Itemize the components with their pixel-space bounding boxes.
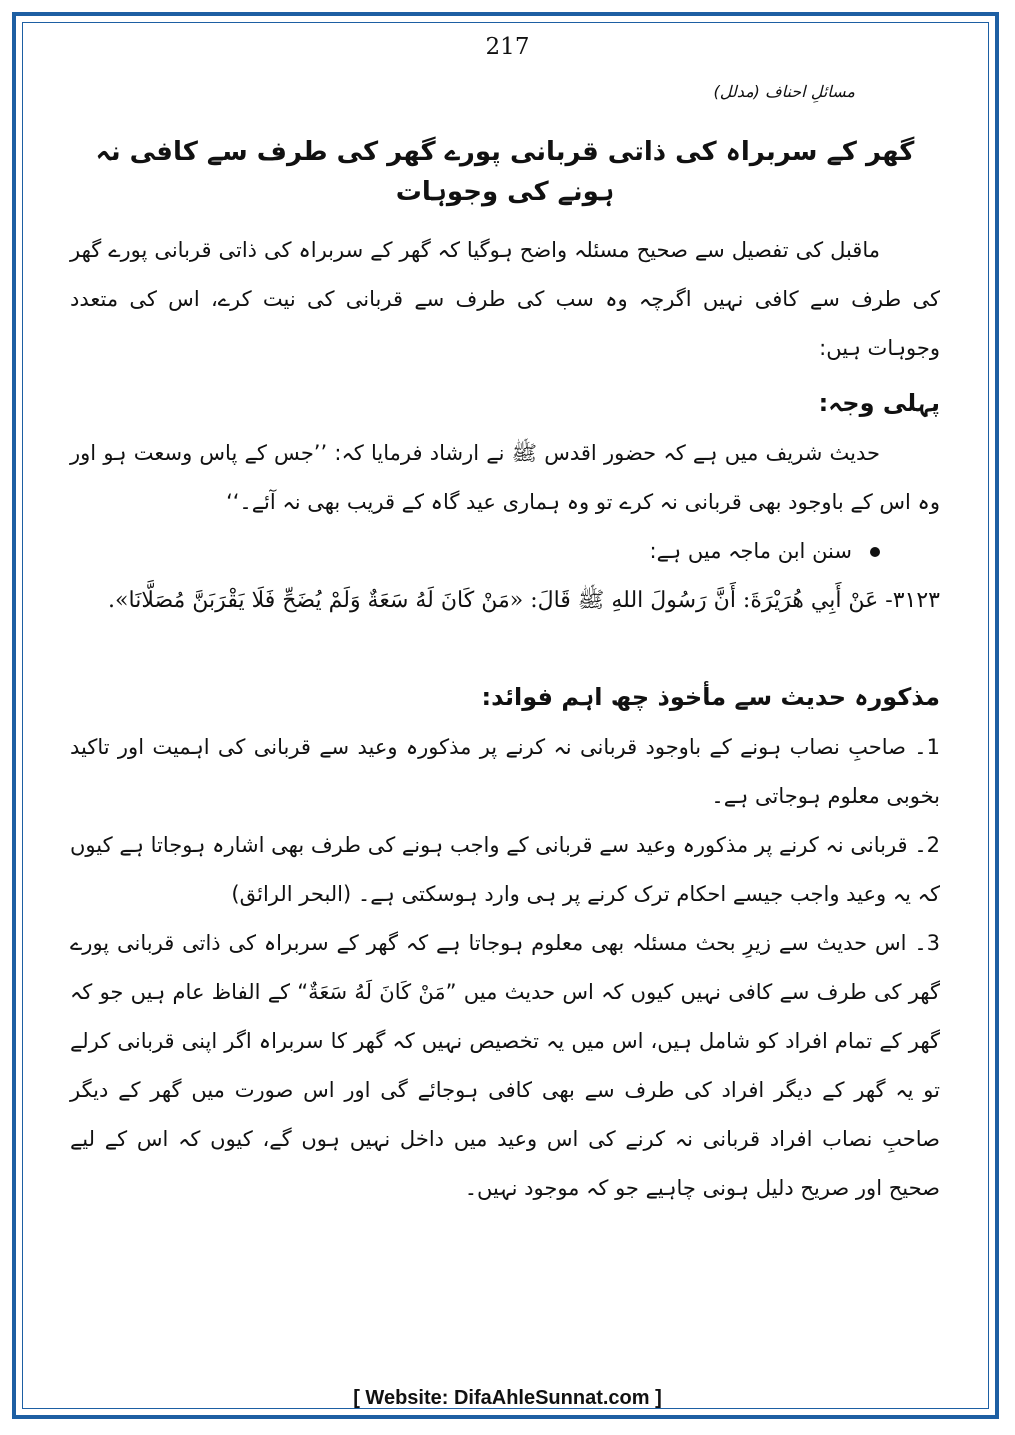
page-number: 217: [485, 34, 530, 60]
arabic-hadith: ٣١٢٣- عَنْ أَبِي هُرَيْرَةَ: أَنَّ رَسُولَ اللهِ ﷺ قَالَ: «مَنْ كَانَ لَهُ سَعَةٌ وَلَمْ يُضَحِّ فَلَا يَقْرَبَنَّ مُصَلَّانَا».: [108, 588, 940, 613]
bullet-icon: [870, 547, 880, 557]
page-content: [70, 118, 940, 1213]
bullet-label: سنن ابن ماجہ میں ہے:: [649, 539, 852, 563]
point-2: 2۔ قربانی نہ کرنے پر مذکورہ وعید سے قربانی کے واجب ہونے کی طرف بھی اشارہ ہوجاتا ہے کیوں کہ یہ وعید واجب جیسے احکام ترک کرنے پر ہی وارد ہوسکتی ہے۔ (البحر الرائق): [70, 833, 940, 906]
section-title: گھر کے سربراہ کی ذاتی قربانی پورے گھر کی طرف سے کافی نہ ہونے کی وجوہات: [95, 137, 915, 207]
hadith-urdu-paragraph: حدیث شریف میں ہے کہ حضور اقدس ﷺ نے ارشاد فرمایا کہ: ’’جس کے پاس وسعت ہو اور وہ اس کے باوجود بھی قربانی نہ کرے تو وہ ہماری عید گاہ کے قریب بھی نہ آئے۔‘‘: [70, 441, 940, 514]
intro-paragraph: ماقبل کی تفصیل سے صحیح مسئلہ واضح ہوگیا کہ گھر کے سربراہ کی ذاتی قربانی پورے گھر کی طرف سے کافی نہیں اگرچہ وہ سب کی طرف سے قربانی کی نیت کرے، اس کی متعدد وجوہات ہیں:: [70, 238, 940, 360]
website-footer: [ Website: DifaAhleSunnat.com ]: [353, 1387, 662, 1409]
point-3: 3۔ اس حدیث سے زیرِ بحث مسئلہ بھی معلوم ہوجاتا ہے کہ گھر کے سربراہ کی ذاتی قربانی پورے گھر کی طرف سے کافی نہیں کیوں کہ اس حدیث میں ”مَنْ كَانَ لَهُ سَعَةٌ“ کے الفاظ عام ہیں جو کہ گھر کے تمام افراد کو شامل ہیں، اس میں یہ تخصیص نہیں کہ گھر کا سربراہ اگر اپنی قربانی کرلے تو یہ گھر کے دیگر افراد کی طرف سے بھی کافی ہوجائے گی اور اس صورت میں گھر کے دیگر صاحبِ نصاب افراد قربانی نہ کرنے کی اس وعید میں داخل نہیں ہوں گے، کیوں کہ اس کے لیے صحیح اور صریح دلیل ہونی چاہیے جو کہ موجود نہیں۔: [70, 931, 940, 1200]
point-1: 1۔ صاحبِ نصاب ہونے کے باوجود قربانی نہ کرنے پر مذکورہ وعید سے قربانی کی اہمیت اور تاکید بخوبی معلوم ہوجاتی ہے۔: [70, 735, 940, 808]
heading-benefits: مذکورہ حدیث سے مأخوذ چھ اہم فوائد:: [481, 683, 940, 711]
heading-first-reason: پہلی وجہ:: [818, 389, 940, 417]
bullet-item: [70, 527, 940, 575]
running-head: مسائلِ احناف (مدلل): [713, 82, 855, 101]
